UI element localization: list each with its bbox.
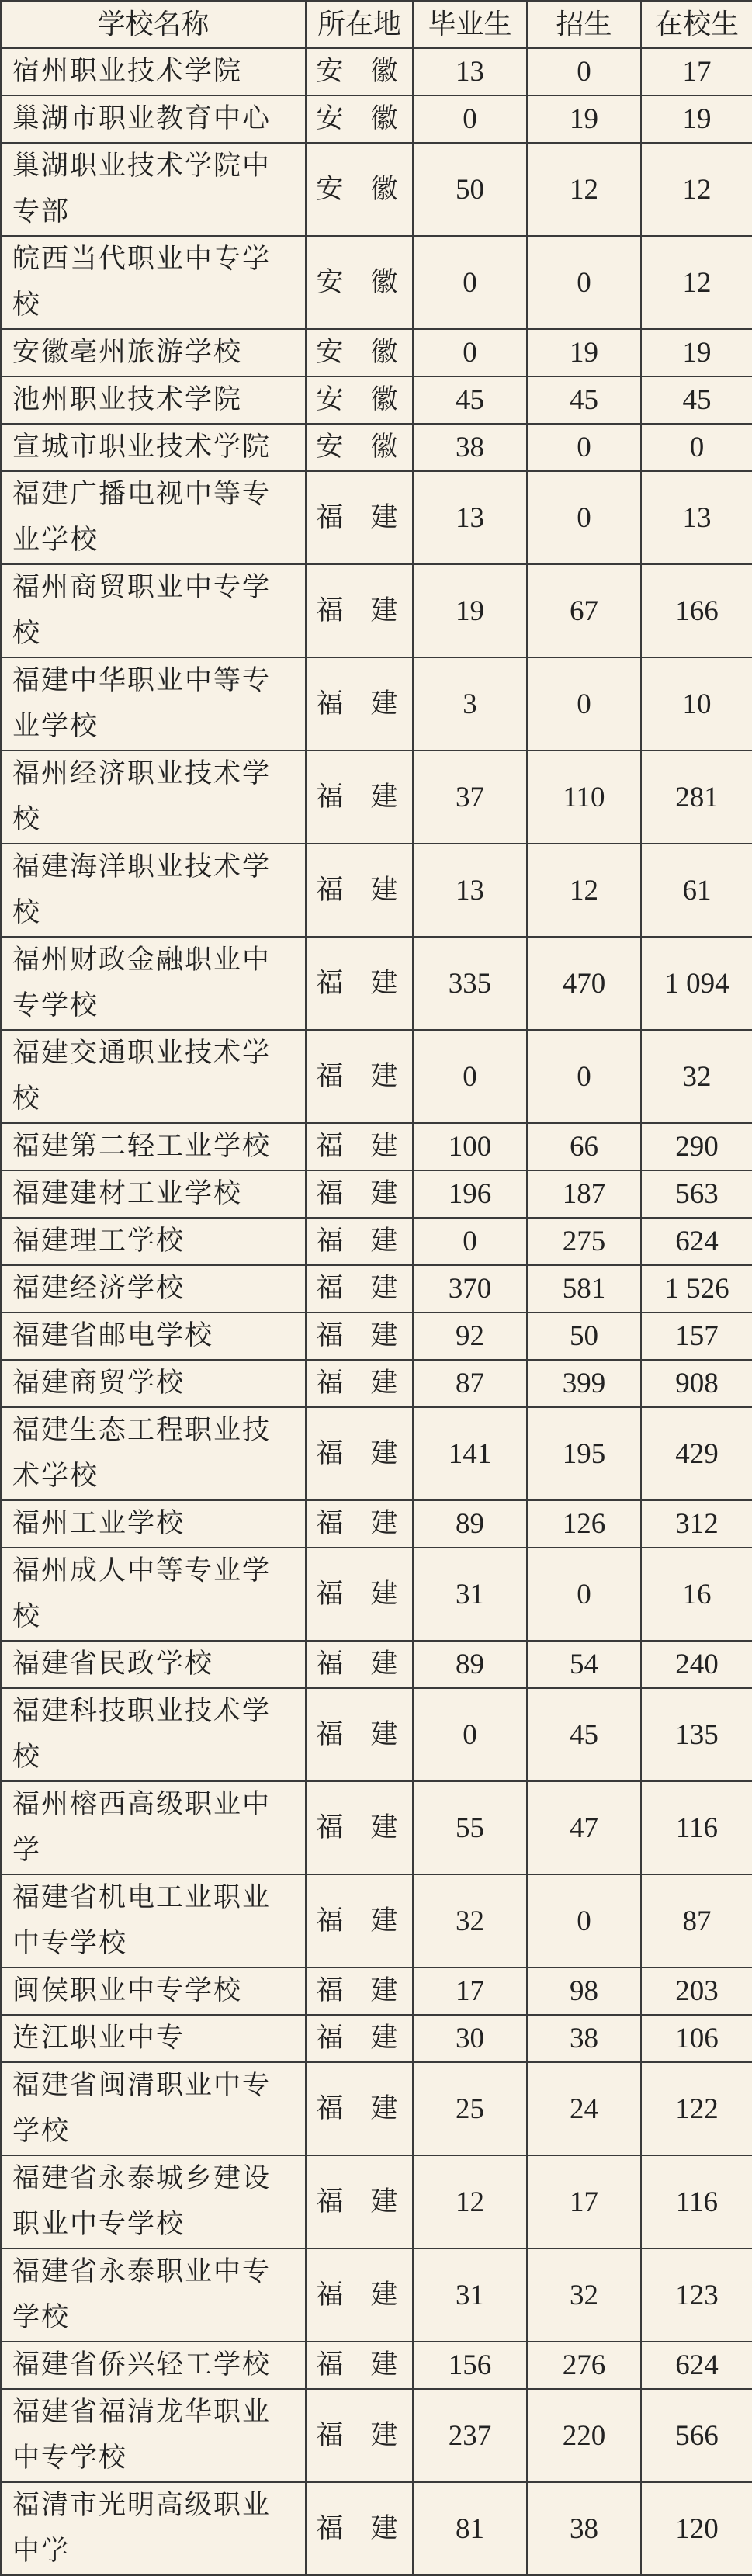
school-name-cell: 福建省机电工业职业中专学校 [1, 1874, 306, 1968]
location-cell: 福 建 [306, 1123, 413, 1170]
in-school-cell: 624 [641, 2342, 752, 2389]
enrollment-cell: 399 [527, 1360, 641, 1407]
table-row [1, 2389, 752, 2482]
school-name-cell: 福建交通职业技术学校 [1, 1030, 306, 1123]
location-cell: 安 徽 [306, 236, 413, 329]
in-school-cell: 10 [641, 657, 752, 751]
graduates-cell: 141 [413, 1407, 527, 1500]
school-name-cell: 福州经济职业技术学校 [1, 751, 306, 844]
in-school-cell: 566 [641, 2389, 752, 2482]
graduates-cell: 32 [413, 1874, 527, 1968]
enrollment-cell: 45 [527, 1688, 641, 1781]
table-row [1, 2062, 752, 2155]
enrollment-cell: 38 [527, 2015, 641, 2062]
in-school-cell: 17 [641, 48, 752, 95]
in-school-cell: 290 [641, 1123, 752, 1170]
location-cell: 福 建 [306, 1500, 413, 1548]
school-name-cell: 福建第二轻工业学校 [1, 1123, 306, 1170]
table-row [1, 1968, 752, 2015]
school-name-cell: 巢湖职业技术学院中专部 [1, 143, 306, 236]
location-cell: 福 建 [306, 1688, 413, 1781]
location-cell: 安 徽 [306, 424, 413, 471]
location-cell: 福 建 [306, 2155, 413, 2248]
school-name-cell: 福建省民政学校 [1, 1641, 306, 1688]
graduates-cell: 100 [413, 1123, 527, 1170]
graduates-cell: 37 [413, 751, 527, 844]
location-cell: 福 建 [306, 471, 413, 564]
graduates-cell: 13 [413, 471, 527, 564]
enrollment-cell: 17 [527, 2155, 641, 2248]
school-name-cell: 福建理工学校 [1, 1218, 306, 1265]
school-name-cell: 福建省永泰职业中专学校 [1, 2248, 306, 2342]
table-row [1, 376, 752, 424]
in-school-cell: 32 [641, 1030, 752, 1123]
enrollment-cell: 32 [527, 2248, 641, 2342]
table-row [1, 2155, 752, 2248]
school-name-cell: 福建省侨兴轻工学校 [1, 2342, 306, 2389]
graduates-cell: 25 [413, 2062, 527, 2155]
enrollment-cell: 581 [527, 1265, 641, 1312]
graduates-cell: 31 [413, 2248, 527, 2342]
in-school-cell: 624 [641, 1218, 752, 1265]
graduates-cell: 335 [413, 937, 527, 1030]
graduates-cell: 0 [413, 1688, 527, 1781]
table-row [1, 424, 752, 471]
table-row [1, 1030, 752, 1123]
in-school-cell: 45 [641, 376, 752, 424]
table-row [1, 1548, 752, 1641]
in-school-cell: 116 [641, 1781, 752, 1874]
table-row [1, 1781, 752, 1874]
location-cell: 福 建 [306, 1548, 413, 1641]
location-cell: 安 徽 [306, 329, 413, 376]
in-school-cell: 157 [641, 1312, 752, 1360]
table-row [1, 1170, 752, 1218]
in-school-cell: 122 [641, 2062, 752, 2155]
enrollment-cell: 470 [527, 937, 641, 1030]
graduates-cell: 89 [413, 1500, 527, 1548]
school-name-cell: 宿州职业技术学院 [1, 48, 306, 95]
header-enrollment: 招生 [527, 1, 641, 48]
enrollment-cell: 12 [527, 844, 641, 937]
graduates-cell: 0 [413, 1218, 527, 1265]
location-cell: 福 建 [306, 564, 413, 657]
school-name-cell: 福建科技职业技术学校 [1, 1688, 306, 1781]
in-school-cell: 203 [641, 1968, 752, 2015]
table-row [1, 1407, 752, 1500]
location-cell: 安 徽 [306, 48, 413, 95]
enrollment-cell: 98 [527, 1968, 641, 2015]
location-cell: 福 建 [306, 844, 413, 937]
table-row [1, 2248, 752, 2342]
header-in-school: 在校生 [641, 1, 752, 48]
table-row [1, 564, 752, 657]
in-school-cell: 13 [641, 471, 752, 564]
table-row [1, 1123, 752, 1170]
location-cell: 福 建 [306, 1170, 413, 1218]
school-name-cell: 连江职业中专 [1, 2015, 306, 2062]
table-row [1, 2015, 752, 2062]
school-name-cell: 福建建材工业学校 [1, 1170, 306, 1218]
graduates-cell: 17 [413, 1968, 527, 2015]
header-school-name: 学校名称 [1, 1, 306, 48]
enrollment-cell: 19 [527, 95, 641, 143]
graduates-cell: 196 [413, 1170, 527, 1218]
enrollment-cell: 195 [527, 1407, 641, 1500]
location-cell: 福 建 [306, 2389, 413, 2482]
location-cell: 福 建 [306, 1641, 413, 1688]
location-cell: 安 徽 [306, 143, 413, 236]
school-name-cell: 福建经济学校 [1, 1265, 306, 1312]
school-name-cell: 福州财政金融职业中专学校 [1, 937, 306, 1030]
header-location: 所在地 [306, 1, 413, 48]
in-school-cell: 1 094 [641, 937, 752, 1030]
table-row [1, 1265, 752, 1312]
enrollment-cell: 0 [527, 1874, 641, 1968]
graduates-cell: 55 [413, 1781, 527, 1874]
graduates-cell: 237 [413, 2389, 527, 2482]
table-row [1, 95, 752, 143]
school-name-cell: 福建省闽清职业中专学校 [1, 2062, 306, 2155]
location-cell: 安 徽 [306, 376, 413, 424]
school-name-cell: 福建省福清龙华职业中专学校 [1, 2389, 306, 2482]
graduates-cell: 0 [413, 1030, 527, 1123]
enrollment-cell: 54 [527, 1641, 641, 1688]
table-row [1, 48, 752, 95]
school-name-cell: 福州工业学校 [1, 1500, 306, 1548]
table-row [1, 2482, 752, 2575]
table-row [1, 329, 752, 376]
school-name-cell: 福州榕西高级职业中学 [1, 1781, 306, 1874]
school-name-cell: 福建省邮电学校 [1, 1312, 306, 1360]
location-cell: 福 建 [306, 1781, 413, 1874]
in-school-cell: 429 [641, 1407, 752, 1500]
graduates-cell: 370 [413, 1265, 527, 1312]
graduates-cell: 30 [413, 2015, 527, 2062]
location-cell: 福 建 [306, 2342, 413, 2389]
school-name-cell: 福建商贸学校 [1, 1360, 306, 1407]
graduates-cell: 38 [413, 424, 527, 471]
graduates-cell: 87 [413, 1360, 527, 1407]
table-row [1, 1874, 752, 1968]
graduates-cell: 0 [413, 95, 527, 143]
table-row [1, 2342, 752, 2389]
location-cell: 福 建 [306, 1360, 413, 1407]
table-row [1, 751, 752, 844]
school-name-cell: 闽侯职业中专学校 [1, 1968, 306, 2015]
table-body [1, 48, 752, 2575]
location-cell: 福 建 [306, 1265, 413, 1312]
table-row [1, 236, 752, 329]
table-row [1, 1641, 752, 1688]
enrollment-cell: 276 [527, 2342, 641, 2389]
enrollment-cell: 12 [527, 143, 641, 236]
enrollment-cell: 0 [527, 236, 641, 329]
table-row [1, 143, 752, 236]
school-name-cell: 福建生态工程职业技术学校 [1, 1407, 306, 1500]
school-name-cell: 皖西当代职业中专学校 [1, 236, 306, 329]
school-name-cell: 池州职业技术学院 [1, 376, 306, 424]
graduates-cell: 156 [413, 2342, 527, 2389]
table-row [1, 1688, 752, 1781]
in-school-cell: 1 526 [641, 1265, 752, 1312]
table-row [1, 657, 752, 751]
graduates-cell: 13 [413, 844, 527, 937]
enrollment-cell: 67 [527, 564, 641, 657]
location-cell: 福 建 [306, 2062, 413, 2155]
in-school-cell: 106 [641, 2015, 752, 2062]
school-name-cell: 福建广播电视中等专业学校 [1, 471, 306, 564]
graduates-cell: 89 [413, 1641, 527, 1688]
location-cell: 福 建 [306, 937, 413, 1030]
in-school-cell: 123 [641, 2248, 752, 2342]
table-row [1, 844, 752, 937]
graduates-cell: 12 [413, 2155, 527, 2248]
enrollment-cell: 24 [527, 2062, 641, 2155]
enrollment-cell: 0 [527, 471, 641, 564]
table-row [1, 1312, 752, 1360]
table-header-row [1, 1, 752, 48]
enrollment-cell: 47 [527, 1781, 641, 1874]
school-name-cell: 福州成人中等专业学校 [1, 1548, 306, 1641]
in-school-cell: 19 [641, 329, 752, 376]
in-school-cell: 61 [641, 844, 752, 937]
in-school-cell: 563 [641, 1170, 752, 1218]
school-name-cell: 宣城市职业技术学院 [1, 424, 306, 471]
in-school-cell: 281 [641, 751, 752, 844]
in-school-cell: 908 [641, 1360, 752, 1407]
enrollment-cell: 275 [527, 1218, 641, 1265]
school-name-cell: 福建中华职业中等专业学校 [1, 657, 306, 751]
enrollment-cell: 38 [527, 2482, 641, 2575]
enrollment-cell: 110 [527, 751, 641, 844]
enrollment-cell: 126 [527, 1500, 641, 1548]
graduates-cell: 0 [413, 329, 527, 376]
table-row [1, 1360, 752, 1407]
in-school-cell: 166 [641, 564, 752, 657]
school-name-cell: 福建省永泰城乡建设职业中专学校 [1, 2155, 306, 2248]
in-school-cell: 12 [641, 236, 752, 329]
location-cell: 安 徽 [306, 95, 413, 143]
location-cell: 福 建 [306, 2248, 413, 2342]
in-school-cell: 120 [641, 2482, 752, 2575]
school-name-cell: 福建海洋职业技术学校 [1, 844, 306, 937]
header-graduates: 毕业生 [413, 1, 527, 48]
location-cell: 福 建 [306, 1407, 413, 1500]
in-school-cell: 87 [641, 1874, 752, 1968]
in-school-cell: 116 [641, 2155, 752, 2248]
enrollment-cell: 50 [527, 1312, 641, 1360]
enrollment-cell: 19 [527, 329, 641, 376]
location-cell: 福 建 [306, 1030, 413, 1123]
location-cell: 福 建 [306, 2015, 413, 2062]
in-school-cell: 19 [641, 95, 752, 143]
enrollment-cell: 0 [527, 657, 641, 751]
school-name-cell: 福清市光明高级职业中学 [1, 2482, 306, 2575]
table-row [1, 937, 752, 1030]
graduates-cell: 3 [413, 657, 527, 751]
enrollment-cell: 0 [527, 1030, 641, 1123]
enrollment-cell: 0 [527, 1548, 641, 1641]
location-cell: 福 建 [306, 751, 413, 844]
location-cell: 福 建 [306, 1968, 413, 2015]
graduates-cell: 31 [413, 1548, 527, 1641]
enrollment-cell: 45 [527, 376, 641, 424]
school-name-cell: 巢湖市职业教育中心 [1, 95, 306, 143]
location-cell: 福 建 [306, 657, 413, 751]
school-name-cell: 福州商贸职业中专学校 [1, 564, 306, 657]
in-school-cell: 240 [641, 1641, 752, 1688]
in-school-cell: 0 [641, 424, 752, 471]
graduates-cell: 0 [413, 236, 527, 329]
in-school-cell: 312 [641, 1500, 752, 1548]
in-school-cell: 135 [641, 1688, 752, 1781]
table-row [1, 1218, 752, 1265]
enrollment-cell: 0 [527, 48, 641, 95]
in-school-cell: 16 [641, 1548, 752, 1641]
table-row [1, 1500, 752, 1548]
graduates-cell: 50 [413, 143, 527, 236]
in-school-cell: 12 [641, 143, 752, 236]
graduates-cell: 45 [413, 376, 527, 424]
graduates-cell: 81 [413, 2482, 527, 2575]
graduates-cell: 92 [413, 1312, 527, 1360]
enrollment-cell: 187 [527, 1170, 641, 1218]
location-cell: 福 建 [306, 1312, 413, 1360]
location-cell: 福 建 [306, 2482, 413, 2575]
enrollment-cell: 0 [527, 424, 641, 471]
location-cell: 福 建 [306, 1218, 413, 1265]
location-cell: 福 建 [306, 1874, 413, 1968]
enrollment-cell: 66 [527, 1123, 641, 1170]
table-row [1, 471, 752, 564]
enrollment-cell: 220 [527, 2389, 641, 2482]
school-name-cell: 安徽亳州旅游学校 [1, 329, 306, 376]
graduates-cell: 13 [413, 48, 527, 95]
graduates-cell: 19 [413, 564, 527, 657]
